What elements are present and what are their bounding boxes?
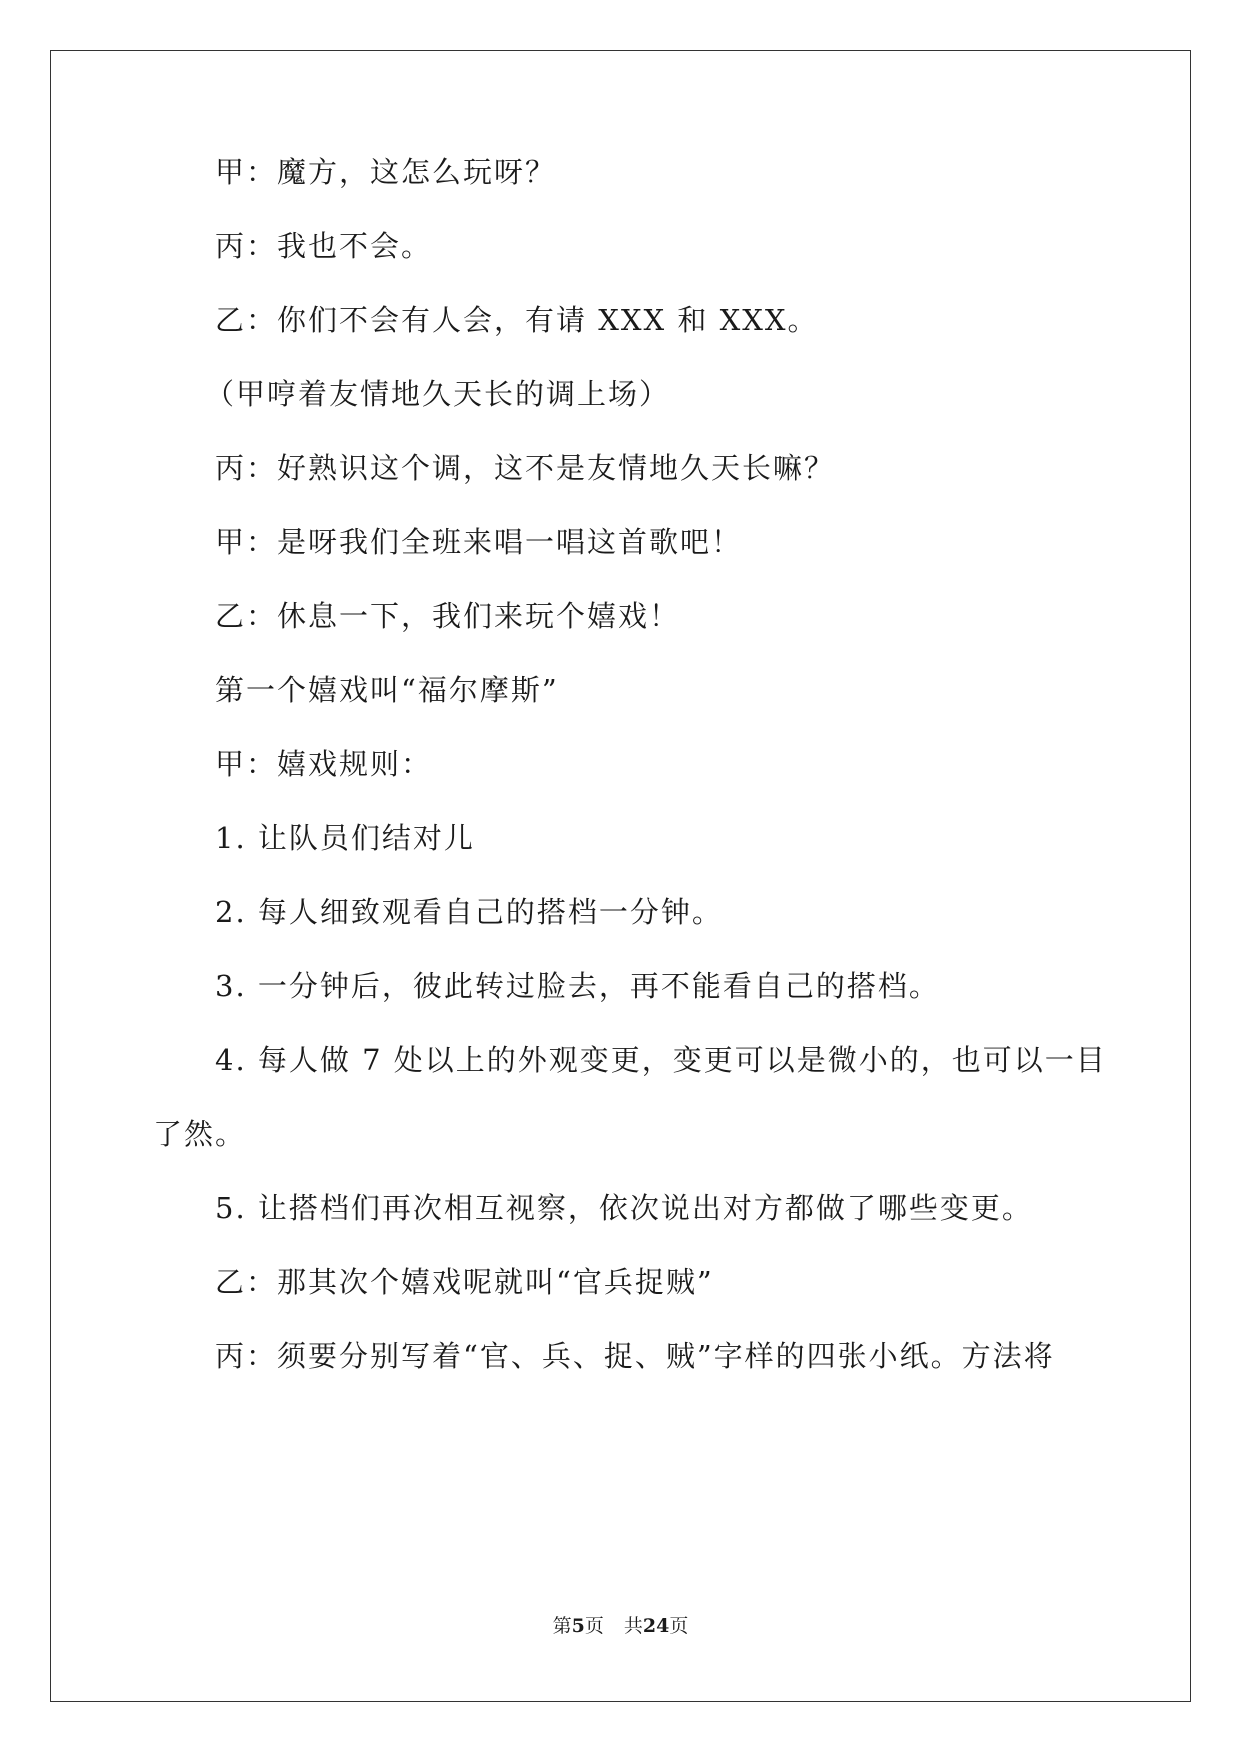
footer-total-pages: 24 (642, 1615, 670, 1637)
rule-item: 4. 每人做 7 处以上的外观变更，变更可以是微小的，也可以一目 (215, 1043, 1107, 1077)
rule-item: 1. 让队员们结对儿 (215, 821, 475, 855)
rule-item: 2. 每人细致观看自己的搭档一分钟。 (215, 895, 723, 929)
footer-page-number: 5 (571, 1615, 585, 1637)
rule-item-continuation: 了然。 (153, 1117, 247, 1151)
page-footer (0, 1614, 1241, 1638)
dialogue-line: 甲：是呀我们全班来唱一唱这首歌吧！ (215, 525, 743, 559)
game-title-line: 第一个嬉戏叫“福尔摩斯” (215, 673, 559, 707)
rule-item: 3. 一分钟后，彼此转过脸去，再不能看自己的搭档。 (215, 969, 940, 1003)
dialogue-line: 丙：好熟识这个调，这不是友情地久天长嘛？ (215, 451, 836, 485)
dialogue-line: 乙：你们不会有人会，有请 XXX 和 XXX。 (215, 303, 819, 337)
footer-total-prefix: 共 (623, 1615, 643, 1637)
dialogue-line: 丙：我也不会。 (215, 229, 433, 263)
dialogue-line: 乙：那其次个嬉戏呢就叫“官兵捉贼” (215, 1265, 714, 1299)
dialogue-line: 乙：休息一下，我们来玩个嬉戏！ (215, 599, 681, 633)
footer-total-suffix: 页 (669, 1615, 689, 1637)
dialogue-line: 甲：嬉戏规则： (215, 747, 433, 781)
stage-direction: （甲哼着友情地久天长的调上场） (205, 377, 671, 411)
rule-item: 5. 让搭档们再次相互视察，依次说出对方都做了哪些变更。 (215, 1191, 1033, 1225)
dialogue-line: 丙：须要分别写着“官、兵、捉、贼”字样的四张小纸。方法将 (215, 1339, 1055, 1373)
dialogue-line: 甲：魔方，这怎么玩呀？ (215, 155, 557, 189)
footer-page-suffix: 页 (584, 1615, 604, 1637)
footer-page-prefix: 第 (552, 1615, 572, 1637)
page-frame (50, 50, 1191, 1702)
